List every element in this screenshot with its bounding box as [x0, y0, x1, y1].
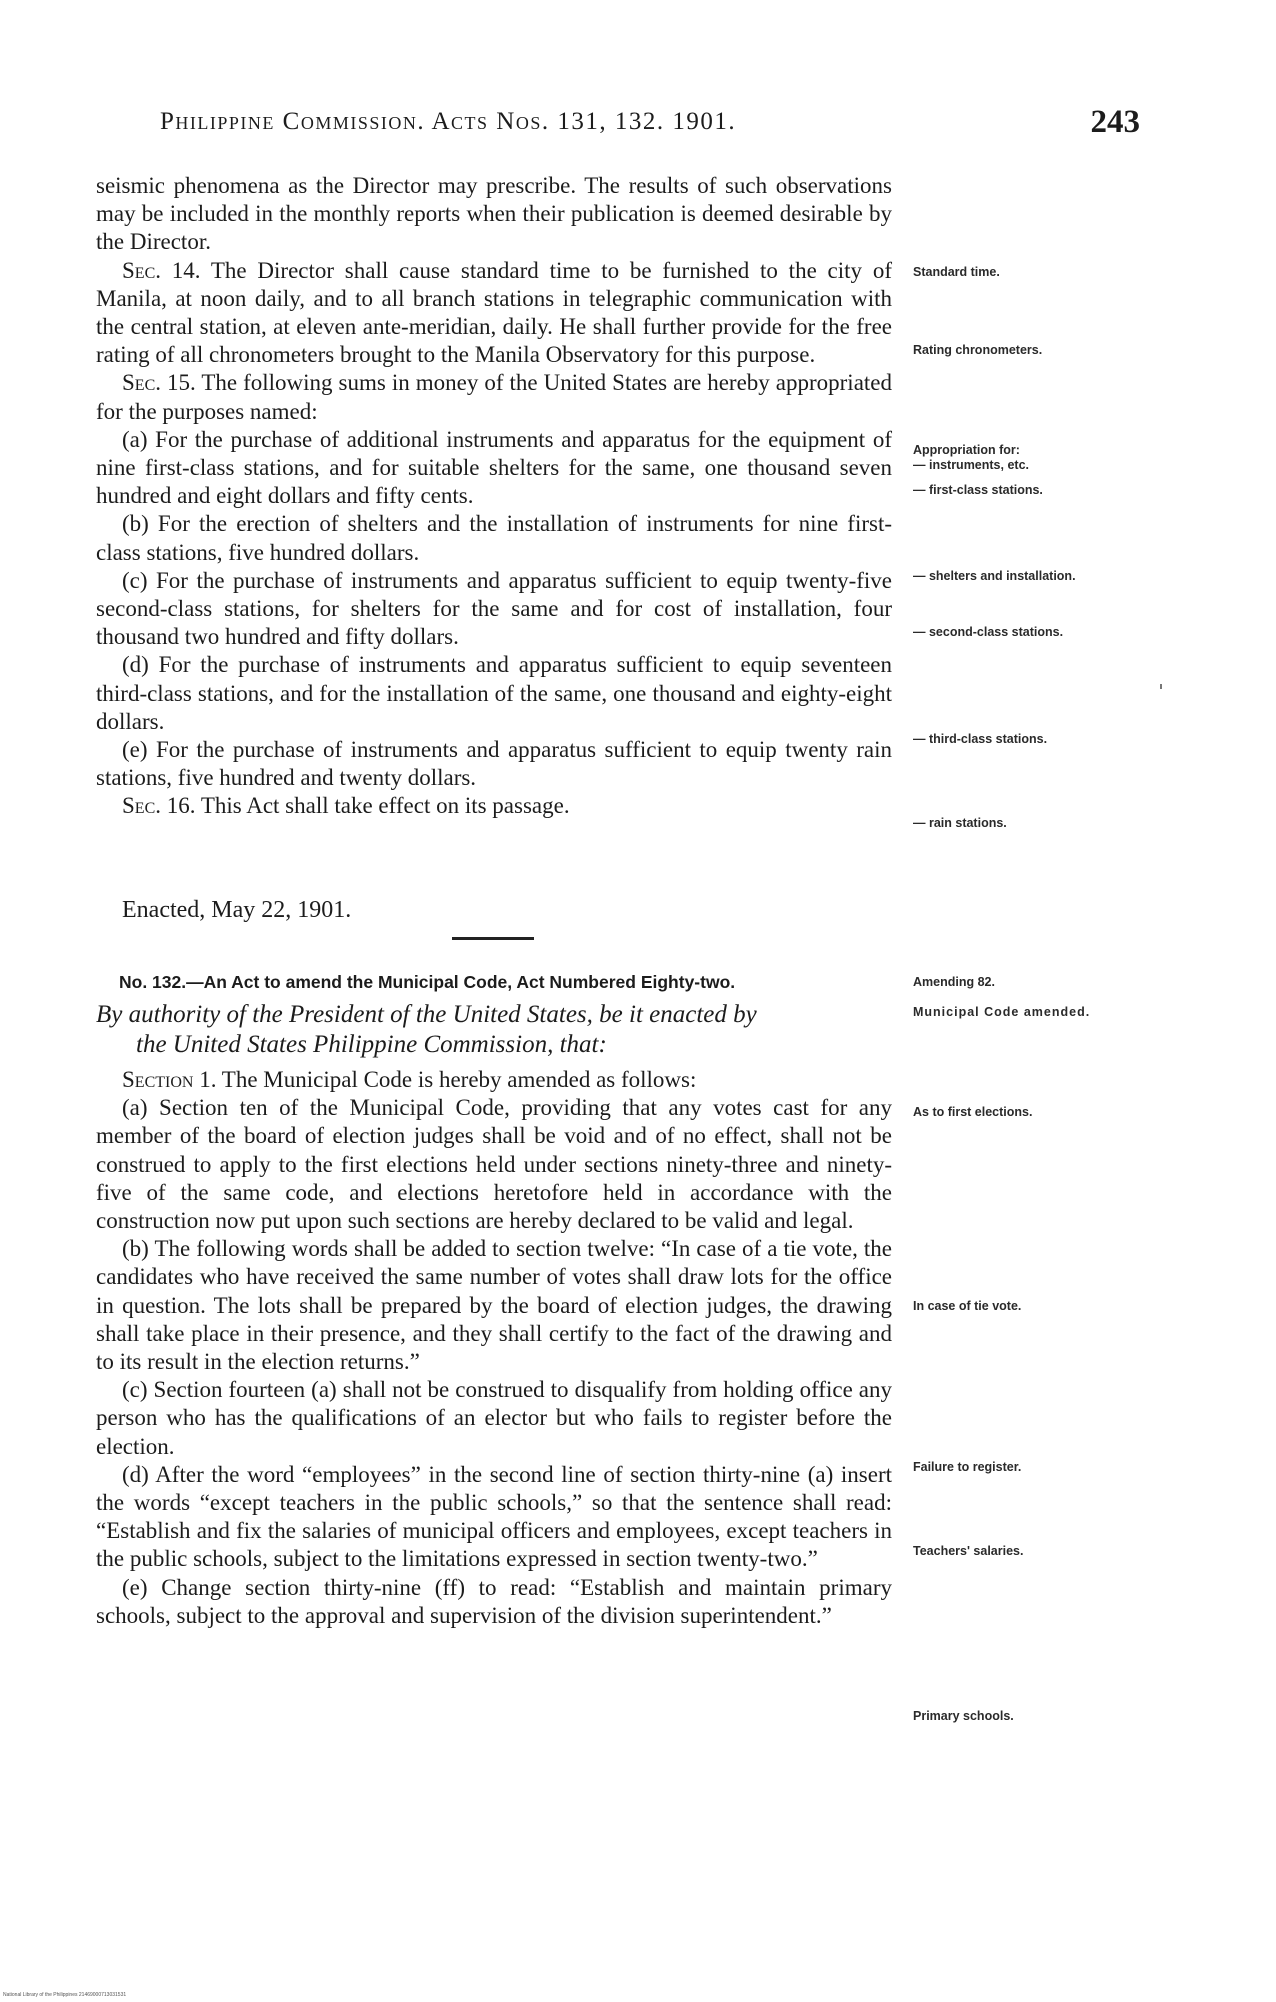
section-1-item-b: (b) The following words shall be added to section twelve: “In case of a tie vote, the candidates who have received the same number of votes shall draw lots for the office in question. The lots shall be prepared by the board of election judges, the drawing shall take place in their presence, and they shall certify to the fact of the drawing and to its result in the election returns.”: [96, 1236, 892, 1375]
enacting-line-2: the United States Philippine Commission, that:: [136, 1031, 607, 1058]
margin-note-rating-chronometers: Rating chronometers.: [913, 343, 1043, 357]
margin-note-appropriation: Appropriation for:: [913, 443, 1020, 457]
margin-note-tie-vote: In case of tie vote.: [913, 1299, 1022, 1313]
section-15-text: The following sums in money of the United States are hereby appropriated for the purposes named:: [96, 370, 892, 424]
section-16: [96, 792, 892, 820]
running-header: [160, 104, 1140, 148]
scan-speck: [1160, 684, 1162, 689]
section-14-label: Sec. 14.: [122, 257, 201, 283]
enacting-clause: [96, 1000, 896, 1060]
paragraph-carryover: seismic phenomena as the Director may prescribe. The results of such observations may be included in the monthly reports when their publication is deemed desirable by the Director.: [96, 173, 892, 255]
running-title: Philippine Commission. Acts Nos. 131, 132. 1901.: [160, 108, 737, 135]
act-132-text-block: [96, 1066, 892, 1630]
enacting-line-1: By authority of the President of the United States, be it enacted by: [96, 1001, 757, 1028]
scan-credit-footer: National Library of the Philippines 21469000713031531: [3, 1992, 127, 1998]
section-15-item-b: (b) For the erection of shelters and the installation of instruments for nine first-class stations, five hundred dollars.: [96, 511, 892, 565]
margin-note-instruments: — instruments, etc.: [913, 458, 1029, 472]
section-1-text: The Municipal Code is hereby amended as follows:: [216, 1067, 697, 1092]
section-15: [96, 369, 892, 425]
section-15-item-d: (d) For the purchase of instruments and apparatus sufficient to equip seventeen third-class stations, and for the installation of the same, one thousand and eighty-eight dollars.: [96, 652, 892, 734]
act-131-text-block: [96, 172, 892, 821]
section-14-text: The Director shall cause standard time to be furnished to the city of Manila, at noon daily, and to all branch stations in telegraphic communication with the central station, at eleven ante-meridian, daily. He shall further provide for the free rating of all chronometers brought to the Manila Observatory for this purpose.: [96, 257, 892, 368]
section-1-item-c: (c) Section fourteen (a) shall not be construed to disqualify from holding office any person who has the qualifications of an elector but who fails to register before the election.: [96, 1377, 892, 1459]
section-16-text: This Act shall take effect on its passage.: [195, 793, 570, 819]
margin-note-teachers-salaries: Teachers' salaries.: [913, 1544, 1024, 1558]
margin-note-second-class: — second-class stations.: [913, 625, 1064, 639]
margin-note-failure-register: Failure to register.: [913, 1460, 1022, 1474]
margin-note-amending-82: Amending 82.: [913, 975, 995, 989]
section-1-item-d: (d) After the word “employees” in the second line of section thirty-nine (a) insert the words “except teachers in the public schools,” so that the sentence shall read: “Establish and fix the salaries of municipal officers and employees, except teachers in the public schools, subject to the limitations expressed in section twenty-two.”: [96, 1461, 892, 1572]
section-14: [96, 257, 892, 370]
section-16-label: Sec. 16.: [122, 793, 196, 819]
section-1-item-a: (a) Section ten of the Municipal Code, providing that any votes cast for any member of the board of election judges shall be void and of no effect, shall not be construed to apply to the first elections held under sections ninety-three and ninety-five of the same code, and elections heretofore held in accordance with the construction now put upon such sections are hereby declared to be valid and legal.: [96, 1095, 892, 1234]
section-15-item-c: (c) For the purchase of instruments and apparatus sufficient to equip twenty-five second-class stations, for shelters for the same and for cost of installation, four thousand two hundred and fifty dollars.: [96, 567, 892, 650]
margin-note-shelters: — shelters and installation.: [913, 569, 1076, 583]
section-1-item-e: (e) Change section thirty-nine (ff) to read: “Establish and maintain primary schools, subject to the approval and supervision of the division superintendent.”: [96, 1574, 892, 1628]
section-15-item-e: (e) For the purchase of instruments and apparatus sufficient to equip twenty rain stations, five hundred and twenty dollars.: [96, 737, 892, 791]
section-15-label: Sec. 15.: [122, 370, 196, 396]
margin-note-primary-schools: Primary schools.: [913, 1709, 1014, 1723]
enacted-date: Enacted, May 22, 1901.: [122, 897, 352, 923]
margin-note-rain-stations: — rain stations.: [913, 816, 1007, 830]
act-132-title: No. 132.—An Act to amend the Municipal Code, Act Numbered Eighty-two.: [119, 972, 736, 992]
margin-note-standard-time: Standard time.: [913, 265, 1000, 279]
margin-note-first-elections: As to first elections.: [913, 1105, 1033, 1119]
section-1-label: Section 1.: [122, 1067, 217, 1092]
section-1: [96, 1066, 892, 1094]
page-number: 243: [1090, 104, 1140, 140]
section-divider-rule: [452, 937, 534, 940]
section-15-item-a: (a) For the purchase of additional instruments and apparatus for the equipment of nine first-class stations, and for suitable shelters for the same, one thousand seven hundred and eight dollars and fifty cents.: [96, 426, 892, 509]
margin-note-municipal-code-amended: Municipal Code amended.: [913, 1005, 1091, 1019]
margin-note-third-class: — third-class stations.: [913, 732, 1048, 746]
margin-note-first-class: — first-class stations.: [913, 483, 1043, 497]
